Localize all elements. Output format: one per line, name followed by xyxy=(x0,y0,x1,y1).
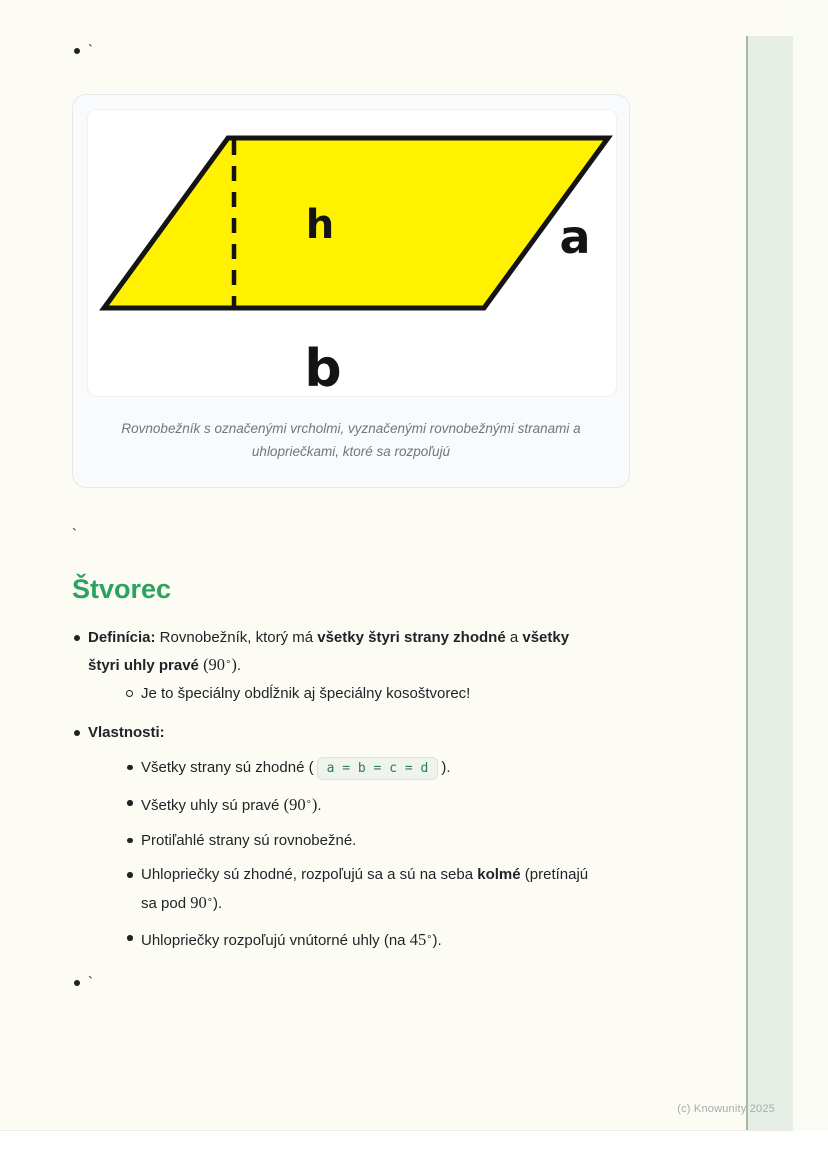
right-margin-highlight-band xyxy=(746,36,793,1130)
section-list xyxy=(72,625,600,996)
property-item-diagonal-angles xyxy=(125,925,600,954)
figure-caption: Rovnobežník s označenými vrcholmi, vyznačenými rovnobežnými stranami a uhlopriečkami, ktoré sa rozpoľujú xyxy=(121,420,581,459)
property-item-parallel xyxy=(125,828,600,854)
label-a: a xyxy=(559,209,591,264)
intro-list xyxy=(72,38,600,64)
parallelogram-shape xyxy=(104,138,608,308)
label-b: b xyxy=(304,338,342,397)
definition-subitem xyxy=(125,681,600,707)
property-text: Uhlopriečky sú zhodné, rozpoľujú sa a sú na seba kolmé (pretínajú sa pod 90∘). xyxy=(141,866,589,912)
page-right-gutter xyxy=(793,0,828,1131)
properties-item xyxy=(72,720,600,954)
definition-item xyxy=(72,625,600,707)
definition-text: Definícia: Rovnobežník, ktorý má všetky štyri strany zhodné a všetky štyri uhly pravé (90∘). xyxy=(88,628,570,674)
stray-backtick: ` xyxy=(72,525,77,543)
property-text: Protiľahlé strany sú rovnobežné. xyxy=(141,831,357,849)
property-text: Všetky strany sú zhodné ( a = b = c = d ). xyxy=(141,759,451,776)
properties-label: Vlastnosti: xyxy=(88,724,165,741)
property-item-sides xyxy=(125,755,600,782)
intro-bullet-text: ` xyxy=(88,42,93,59)
property-item-diagonals xyxy=(125,862,600,916)
trailing-bullet-text: ` xyxy=(88,973,93,991)
parallelogram-figure xyxy=(87,109,617,397)
property-text: Všetky uhly sú pravé (90∘). xyxy=(141,795,322,814)
definition-sublist xyxy=(125,681,600,707)
label-h: h xyxy=(305,201,335,248)
property-text: Uhlopriečky rozpoľujú vnútorné uhly (na 45∘). xyxy=(141,930,442,949)
section-title: Štvorec xyxy=(72,573,172,604)
definition-subitem-text: Je to špeciálny obdĺžnik aj špeciálny kosoštvorec! xyxy=(141,684,471,702)
trailing-bullet-item xyxy=(72,970,600,996)
intro-bullet-item xyxy=(72,38,600,64)
property-item-angles xyxy=(125,790,600,819)
parallelogram-drawing xyxy=(88,110,617,397)
footer-credit: (c) Knowunity 2025 xyxy=(677,1103,775,1115)
figure-card xyxy=(72,94,630,488)
properties-sublist xyxy=(125,755,600,954)
